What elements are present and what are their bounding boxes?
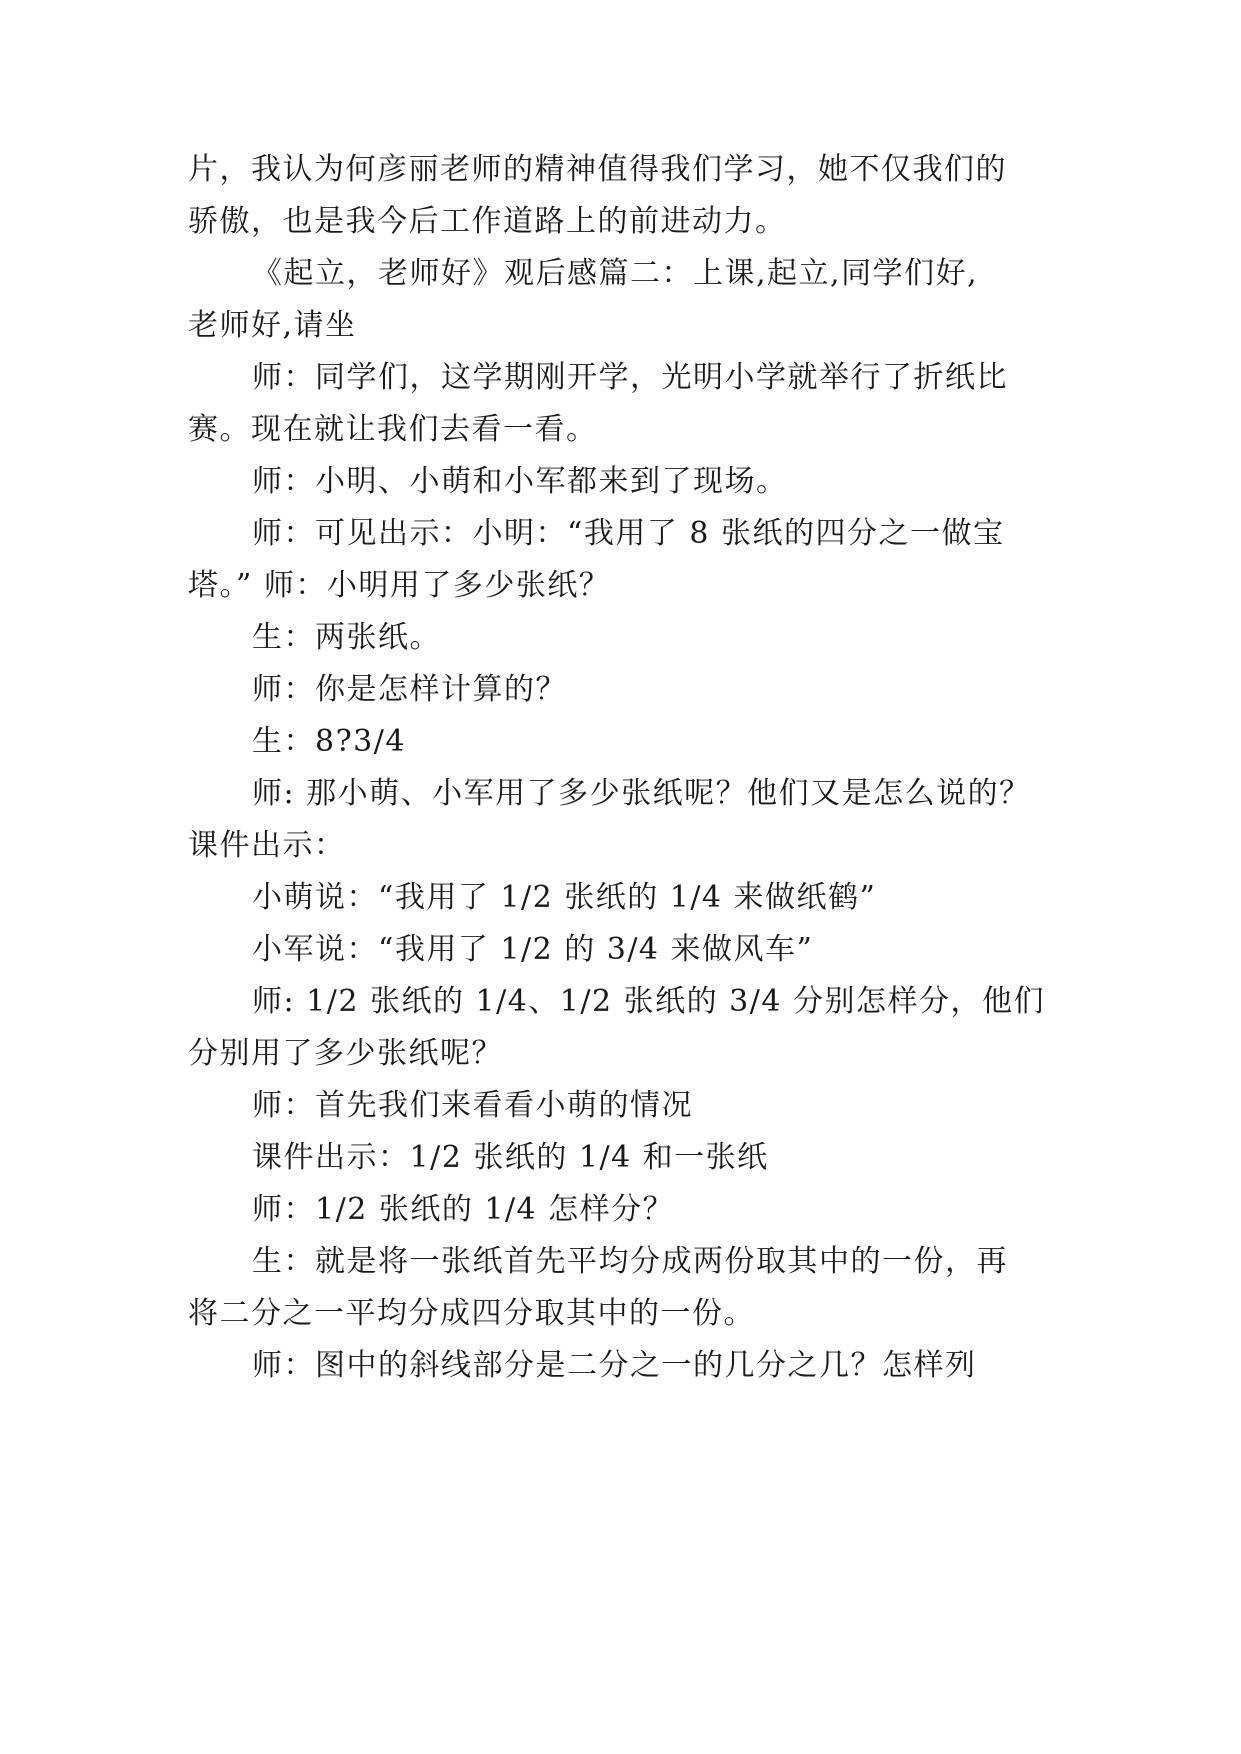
text-line: 塔。” 师：小明用了多少张纸？	[188, 568, 611, 603]
text-line: 小军说：“我用了 1/2 的 3/4 来做风车”	[252, 932, 814, 967]
text-line: 骄傲，也是我今后工作道路上的前进动力。	[188, 204, 787, 239]
text-line: 老师好,请坐	[188, 308, 357, 343]
text-line: 生：两张纸。	[252, 620, 441, 655]
text-line: 赛。现在就让我们去看一看。	[188, 412, 598, 447]
text-line: 师：同学们，这学期刚开学，光明小学就举行了折纸比	[252, 360, 1008, 395]
text-line: 师：可见出示：小明：“我用了 8 张纸的四分之一做宝	[252, 516, 1005, 551]
text-line: 师：你是怎样计算的？	[252, 672, 567, 707]
text-line: 师：1/2 张纸的 1/4 怎样分？	[252, 1192, 675, 1227]
text-line: 师：首先我们来看看小萌的情况	[252, 1088, 693, 1123]
text-line: 《起立，老师好》观后感篇二：上课,起立,同学们好,	[252, 256, 979, 291]
text-line: 片，我认为何彦丽老师的精神值得我们学习，她不仅我们的	[188, 152, 1007, 187]
text-line: 课件出示：1/2 张纸的 1/4 和一张纸	[252, 1140, 769, 1175]
text-line: 分别用了多少张纸呢？	[188, 1036, 503, 1071]
text-line: 将二分之一平均分成四分取其中的一份。	[188, 1296, 755, 1331]
text-line: 小萌说：“我用了 1/2 张纸的 1/4 来做纸鹤”	[252, 880, 877, 915]
text-line: 师：图中的斜线部分是二分之一的几分之几？怎样列	[252, 1348, 977, 1383]
text-line: 师: 那小萌、小军用了多少张纸呢？他们又是怎么说的？	[252, 776, 1031, 811]
text-line: 生：8?3/4	[252, 724, 406, 759]
text-line: 师: 1/2 张纸的 1/4、1/2 张纸的 3/4 分别怎样分，他们	[252, 984, 1045, 1019]
text-line: 师：小明、小萌和小军都来到了现场。	[252, 464, 788, 499]
text-line: 课件出示：	[188, 828, 346, 863]
text-line: 生：就是将一张纸首先平均分成两份取其中的一份，再	[252, 1244, 1008, 1279]
